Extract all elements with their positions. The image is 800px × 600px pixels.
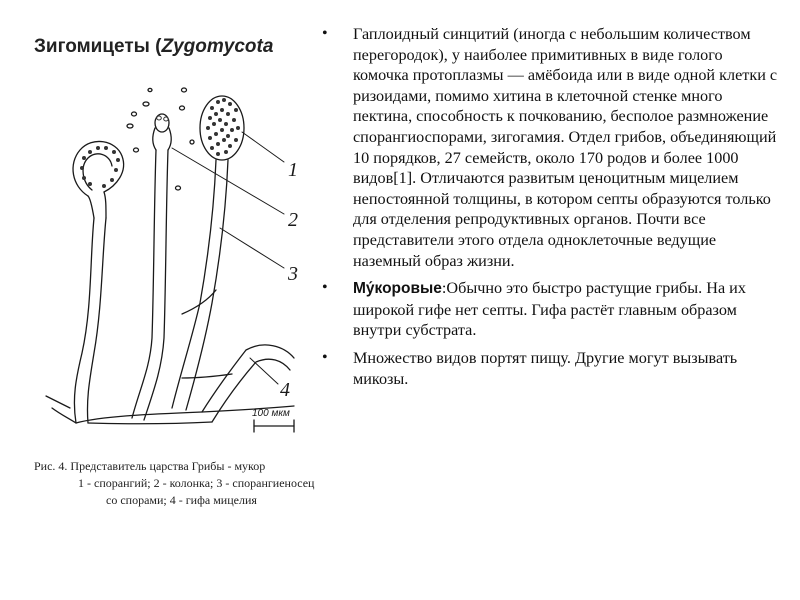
scale-label: 100 мкм <box>252 408 290 419</box>
bullet-marker: • <box>322 348 328 366</box>
mucor-illustration <box>32 78 322 450</box>
bullet-item-description <box>318 24 778 271</box>
title-prefix: Зигомицеты ( <box>34 36 162 57</box>
label-2: 2 <box>288 209 298 231</box>
scale-bar <box>254 420 294 432</box>
title-latin-name: Zygomycota <box>161 36 274 57</box>
bullet-text: Множество видов портят пищу. Другие могут вызывать микозы. <box>353 348 738 388</box>
sporangium <box>172 96 244 410</box>
bullet-marker: • <box>322 279 328 297</box>
label-1: 1 <box>288 159 298 181</box>
bullet-term: Му́коровые <box>353 280 442 298</box>
loose-spores <box>127 88 194 190</box>
curled-sporangium <box>73 141 124 218</box>
label-3: 3 <box>288 263 298 285</box>
bullet-item-mucorales <box>318 278 778 341</box>
bullet-marker: • <box>322 25 328 42</box>
bullet-item-food-spoilage <box>318 348 778 389</box>
caption-line-2: 1 - спорангий; 2 - колонка; 3 - спорангиеносец <box>78 476 315 490</box>
middle-sporangiophore <box>132 114 171 420</box>
bullet-text: Гаплоидный синцитий (иногда с небольшим количеством перегородок), у наиболее примитивных в виде голого комочка протоплазмы — амёбоида или в виде одной клетки с ризоидами, помимо хитина в клеточной стенке много пектина, способность к почкованию, бесполое размножение спорангиоспорами, зигогамия. Отдел грибов, объединяющий 10 порядков, 27 семейств, около 170 родов и более 1000 видов[1]. Отличаются развитым ценоцитным мицелием непостоянной толщины, в котором септы образуются только для отделения репродуктивных органов. Почти все представители этого отдела одноклеточные ведущие наземный образ жизни. <box>353 25 778 270</box>
mycelium-hypha <box>46 290 294 424</box>
bullet-text: :Обычно это быстро растущие грибы. На их широкой гифе нет септы. Гифа растёт главным образом внутри субстрата. <box>353 279 746 340</box>
figure-caption <box>34 458 326 509</box>
caption-line-1: Рис. 4. Представитель царства Грибы - мукор <box>34 459 266 473</box>
slide-title <box>34 36 273 58</box>
label-4: 4 <box>280 379 290 401</box>
left-sporangiophore <box>74 218 106 423</box>
caption-line-3: со спорами; 4 - гифа мицелия <box>106 493 257 507</box>
sporangium-texture <box>206 98 240 156</box>
bullet-list <box>318 24 778 396</box>
